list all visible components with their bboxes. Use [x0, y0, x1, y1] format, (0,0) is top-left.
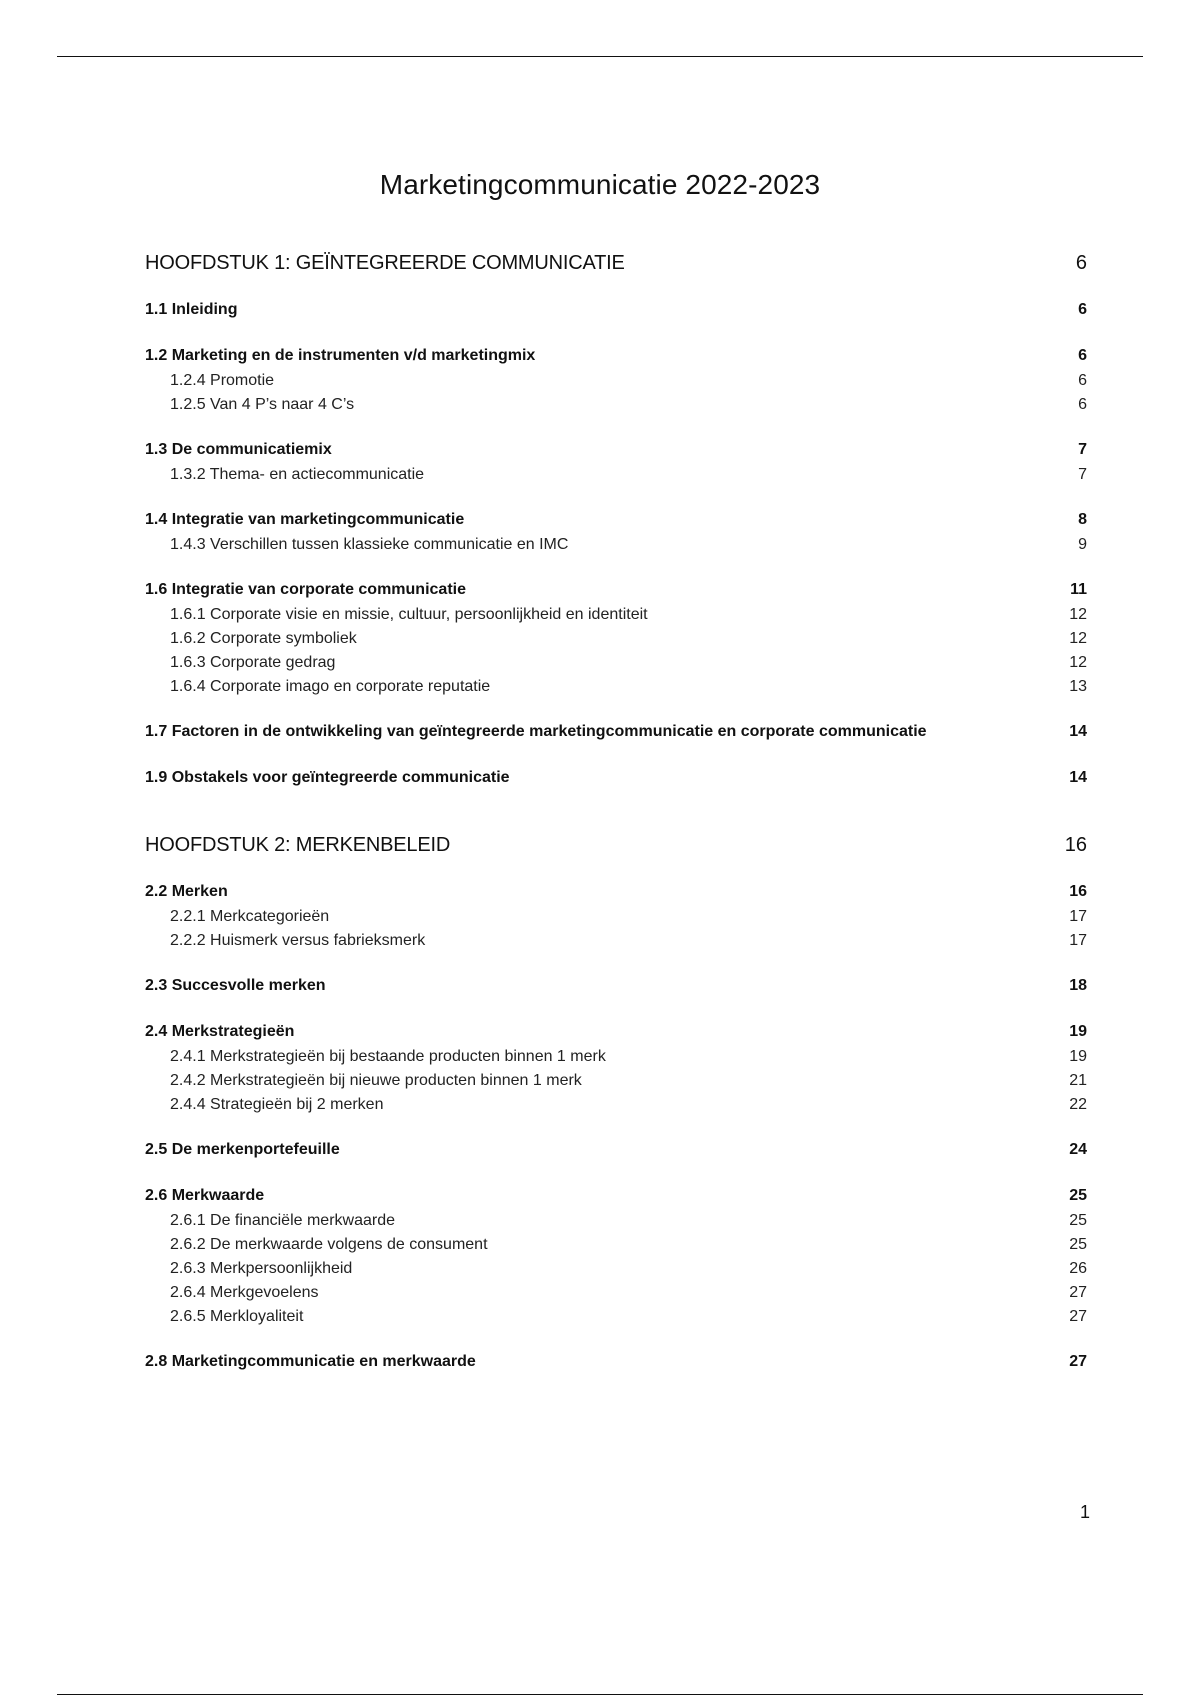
toc-subsection-title: 1.2.5 Van 4 P’s naar 4 C’s	[170, 396, 355, 413]
toc-subsection-title: 2.6.5 Merkloyaliteit	[170, 1308, 304, 1325]
toc-section-title: 1.6 Integratie van corporate communicatie	[145, 581, 466, 598]
toc-section-page: 8	[1078, 511, 1087, 528]
toc-section-title: 1.3 De communicatiemix	[145, 441, 332, 458]
toc-section[interactable]	[145, 1019, 1087, 1045]
toc-subsection-page: 19	[1069, 1048, 1087, 1065]
toc-subsection[interactable]	[145, 1069, 1087, 1093]
toc-subsection[interactable]	[145, 369, 1087, 393]
toc-chapter[interactable]	[145, 252, 1087, 275]
toc-subsection-page: 25	[1069, 1212, 1087, 1229]
toc-subsection-page: 26	[1069, 1260, 1087, 1277]
toc-subsection-title: 2.6.3 Merkpersoonlijkheid	[170, 1260, 353, 1277]
document-title: Marketingcommunicatie 2022-2023	[379, 168, 821, 200]
toc-section[interactable]	[145, 719, 1087, 745]
toc-section-page: 14	[1069, 769, 1087, 786]
toc-subsection-title: 2.2.1 Merkcategorieën	[170, 908, 330, 925]
toc-section[interactable]	[145, 437, 1087, 463]
toc-subsection-title: 2.4.4 Strategieën bij 2 merken	[170, 1096, 384, 1113]
toc-section-page: 27	[1069, 1353, 1087, 1370]
toc-subsection[interactable]	[145, 627, 1087, 651]
toc-subsection-page: 25	[1069, 1236, 1087, 1253]
toc-subsection-page: 12	[1069, 630, 1087, 647]
toc-subsection[interactable]	[145, 393, 1087, 417]
toc-subsection[interactable]	[145, 1093, 1087, 1117]
toc-section[interactable]	[145, 973, 1087, 999]
toc-section-title: 2.5 De merkenportefeuille	[145, 1141, 340, 1158]
toc-section-page: 19	[1069, 1023, 1087, 1040]
toc-section-title: 1.4 Integratie van marketingcommunicatie	[145, 511, 465, 528]
toc-section-title: 2.8 Marketingcommunicatie en merkwaarde	[145, 1353, 476, 1370]
toc-subsection-page: 21	[1069, 1072, 1087, 1089]
toc-section-page: 6	[1078, 347, 1087, 364]
toc-subsection[interactable]	[145, 1281, 1087, 1305]
toc-subsection-title: 1.3.2 Thema- en actiecommunicatie	[170, 466, 425, 483]
toc-subsection[interactable]	[145, 1209, 1087, 1233]
toc-section[interactable]	[145, 765, 1087, 791]
toc-subsection-page: 12	[1069, 606, 1087, 623]
toc-chapter-title: HOOFDSTUK 1: GEÏNTEGREERDE COMMUNICATIE	[145, 252, 625, 274]
toc-section-title: 2.2 Merken	[145, 883, 228, 900]
toc-section[interactable]	[145, 1349, 1087, 1375]
toc-subsection-title: 2.6.1 De financiële merkwaarde	[170, 1212, 396, 1229]
toc-subsection-title: 1.4.3 Verschillen tussen klassieke communicatie en IMC	[170, 536, 569, 553]
toc-subsection-title: 2.6.2 De merkwaarde volgens de consument	[170, 1236, 488, 1253]
toc-subsection[interactable]	[145, 905, 1087, 929]
toc-subsection[interactable]	[145, 1233, 1087, 1257]
toc-section[interactable]	[145, 577, 1087, 603]
toc-section[interactable]	[145, 297, 1087, 323]
toc-subsection-page: 6	[1078, 396, 1087, 413]
toc-chapter[interactable]	[145, 834, 1087, 857]
toc-section[interactable]	[145, 507, 1087, 533]
toc-section-title: 1.7 Factoren in de ontwikkeling van geïntegreerde marketingcommunicatie en corporate communicatie	[145, 723, 927, 740]
toc-subsection[interactable]	[145, 463, 1087, 487]
toc-chapter-page: 16	[1064, 834, 1087, 856]
toc-subsection[interactable]	[145, 533, 1087, 557]
toc-subsection[interactable]	[145, 1045, 1087, 1069]
toc-section-page: 25	[1069, 1187, 1087, 1204]
toc-chapter-title: HOOFDSTUK 2: MERKENBELEID	[145, 834, 451, 856]
toc-section[interactable]	[145, 343, 1087, 369]
toc-subsection[interactable]	[145, 1257, 1087, 1281]
page-number: 1	[1079, 1502, 1090, 1522]
toc-subsection-page: 22	[1069, 1096, 1087, 1113]
toc-section-title: 2.3 Succesvolle merken	[145, 977, 326, 994]
footer-rule	[57, 1694, 1143, 1695]
toc-section-page: 7	[1078, 441, 1087, 458]
toc-section-page: 16	[1069, 883, 1087, 900]
toc-subsection-page: 7	[1078, 466, 1087, 483]
toc-subsection-title: 1.6.4 Corporate imago en corporate reputatie	[170, 678, 491, 695]
toc-subsection-title: 2.4.2 Merkstrategieën bij nieuwe producten binnen 1 merk	[170, 1072, 582, 1089]
toc-subsection-page: 13	[1069, 678, 1087, 695]
toc-section-page: 24	[1069, 1141, 1087, 1158]
table-of-contents	[145, 252, 1087, 1375]
toc-section-page: 14	[1069, 723, 1087, 740]
toc-section[interactable]	[145, 879, 1087, 905]
toc-chapter-page: 6	[1075, 252, 1087, 274]
toc-subsection-page: 9	[1078, 536, 1087, 553]
toc-section-page: 6	[1078, 301, 1087, 318]
toc-subsection[interactable]	[145, 651, 1087, 675]
toc-section-title: 1.1 Inleiding	[145, 301, 238, 318]
toc-subsection-title: 1.6.1 Corporate visie en missie, cultuur, persoonlijkheid en identiteit	[170, 606, 648, 623]
toc-subsection-title: 2.6.4 Merkgevoelens	[170, 1284, 319, 1301]
toc-section[interactable]	[145, 1183, 1087, 1209]
toc-section-page: 18	[1069, 977, 1087, 994]
toc-subsection[interactable]	[145, 603, 1087, 627]
toc-subsection-title: 2.4.1 Merkstrategieën bij bestaande producten binnen 1 merk	[170, 1048, 606, 1065]
header-rule	[57, 56, 1143, 57]
toc-subsection[interactable]	[145, 675, 1087, 699]
toc-section-title: 1.9 Obstakels voor geïntegreerde communicatie	[145, 769, 510, 786]
toc-subsection-title: 1.6.2 Corporate symboliek	[170, 630, 357, 647]
toc-subsection-title: 2.2.2 Huismerk versus fabrieksmerk	[170, 932, 426, 949]
toc-subsection[interactable]	[145, 929, 1087, 953]
toc-subsection-title: 1.6.3 Corporate gedrag	[170, 654, 336, 671]
toc-section-title: 2.6 Merkwaarde	[145, 1187, 265, 1204]
toc-section-title: 1.2 Marketing en de instrumenten v/d marketingmix	[145, 347, 536, 364]
toc-subsection-page: 17	[1069, 908, 1087, 925]
toc-subsection[interactable]	[145, 1305, 1087, 1329]
toc-subsection-title: 1.2.4 Promotie	[170, 372, 275, 389]
toc-section-title: 2.4 Merkstrategieën	[145, 1023, 295, 1040]
toc-subsection-page: 12	[1069, 654, 1087, 671]
toc-subsection-page: 6	[1078, 372, 1087, 389]
toc-subsection-page: 27	[1069, 1308, 1087, 1325]
toc-subsection-page: 27	[1069, 1284, 1087, 1301]
toc-subsection-page: 17	[1069, 932, 1087, 949]
toc-section-page: 11	[1070, 581, 1087, 598]
toc-section[interactable]	[145, 1137, 1087, 1163]
